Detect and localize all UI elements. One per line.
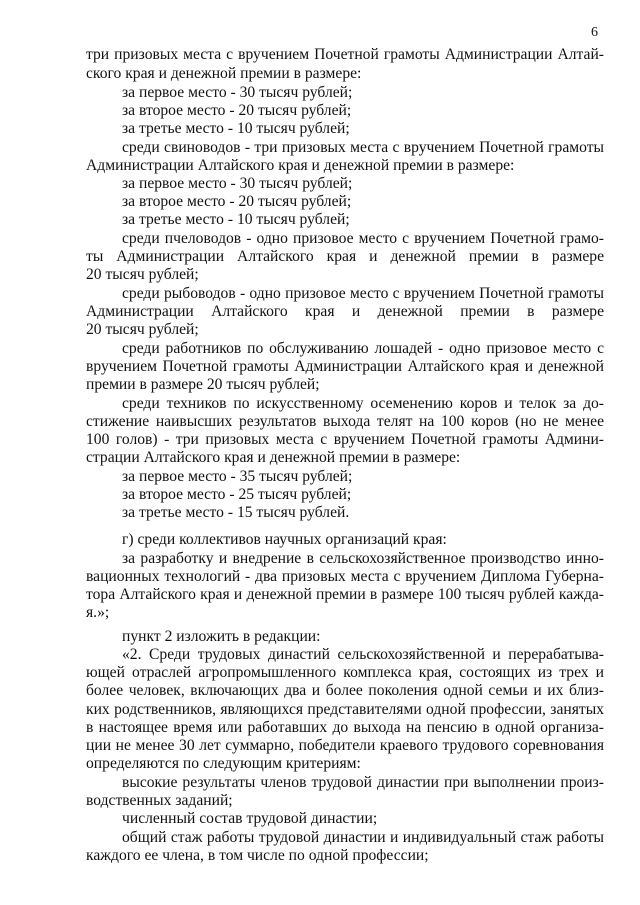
text-line: вационных технологий - два призовых места с вручением Диплома Губерна- — [86, 568, 604, 585]
text-line: Администрации Алтайского края и денежной премии в размере: — [86, 157, 515, 174]
text-line: за второе место - 20 тысяч рублей; — [122, 193, 352, 210]
text-line: я.»; — [86, 604, 110, 621]
text-line: страции Алтайского края и денежной премии в размере: — [86, 449, 461, 466]
text-line: ции не менее 30 лет суммарно, победители краевого трудового соревнования — [86, 737, 604, 754]
text-line: «2. Среди трудовых династий сельскохозяйственной и перерабатыва- — [122, 646, 604, 663]
text-line: за второе место - 25 тысяч рублей; — [122, 486, 352, 503]
text-line: за разработку и внедрение в сельскохозяйственное производство инно- — [122, 550, 604, 567]
text-line: тора Алтайского края и денежной премии в размере 100 тысяч рублей кажда- — [86, 586, 604, 603]
text-line: ющей отраслей агропромышленного комплекса края, состоящих из трех и — [86, 664, 604, 681]
text-line: премии в размере 20 тысяч рублей; — [86, 376, 320, 393]
text-line: за третье место - 10 тысяч рублей; — [122, 211, 350, 228]
text-line: среди свиноводов - три призовых места с вручением Почетной грамоты — [122, 139, 604, 156]
text-line: высокие результаты членов трудовой династии при выполнении произ- — [122, 774, 604, 791]
text-line: за первое место - 30 тысяч рублей; — [122, 175, 353, 192]
text-line: три призовых места с вручением Почетной грамоты Администрации Алтай- — [86, 46, 604, 63]
text-line: ского края и денежной премии в размере: — [86, 65, 362, 82]
text-line: за третье место - 15 тысяч рублей. — [122, 504, 350, 521]
text-line: определяются по следующим критериям: — [86, 755, 361, 772]
text-line: водственных заданий; — [86, 792, 233, 809]
text-line: 20 тысяч рублей; — [86, 321, 199, 338]
section-heading: г) среди коллективов научных организаций края: — [122, 531, 447, 548]
text-line: за первое место - 35 тысяч рублей; — [122, 468, 353, 485]
text-line: среди пчеловодов - одно призовое место с вручением Почетной грамо- — [122, 230, 604, 247]
page-number: 6 — [591, 25, 598, 40]
text-line: каждого ее члена, в том числе по одной профессии; — [86, 847, 429, 864]
text-line: пункт 2 изложить в редакции: — [122, 628, 321, 645]
text-line: вручением Почетной грамоты Администрации Алтайского края и денежной — [86, 358, 604, 375]
text-line: стижение наивысших результатов выхода телят на 100 коров (но не менее — [86, 413, 604, 430]
text-line: среди рыбоводов - одно призовое место с вручением Почетной грамоты — [122, 285, 604, 302]
text-line: 100 голов) - три призовых места с вручением Почетной грамоты Админи- — [86, 431, 604, 448]
text-line: 20 тысяч рублей; — [86, 266, 199, 283]
text-line: за второе место - 20 тысяч рублей; — [122, 102, 352, 119]
text-line: более человек, включающих два и более поколения одной семьи и их близ- — [86, 682, 604, 699]
text-line: в настоящее время или работавших до выхода на пенсию в одной организа- — [86, 719, 604, 736]
text-line: ты Администрации Алтайского края и денежной премии в размере — [86, 248, 604, 265]
text-line: Администрации Алтайского края и денежной премии в размере — [86, 303, 604, 320]
text-line: ких родственников, являющихся представителями одной профессии, занятых — [86, 701, 604, 718]
text-line: численный состав трудовой династии; — [122, 810, 378, 827]
text-line: среди работников по обслуживанию лошадей - одно призовое место с — [122, 340, 604, 357]
text-line: за третье место - 10 тысяч рублей; — [122, 120, 350, 137]
text-line: общий стаж работы трудовой династии и индивидуальный стаж работы — [122, 829, 604, 846]
text-line: среди техников по искусственному осеменению коров и телок за до- — [122, 395, 604, 412]
text-line: за первое место - 30 тысяч рублей; — [122, 84, 353, 101]
